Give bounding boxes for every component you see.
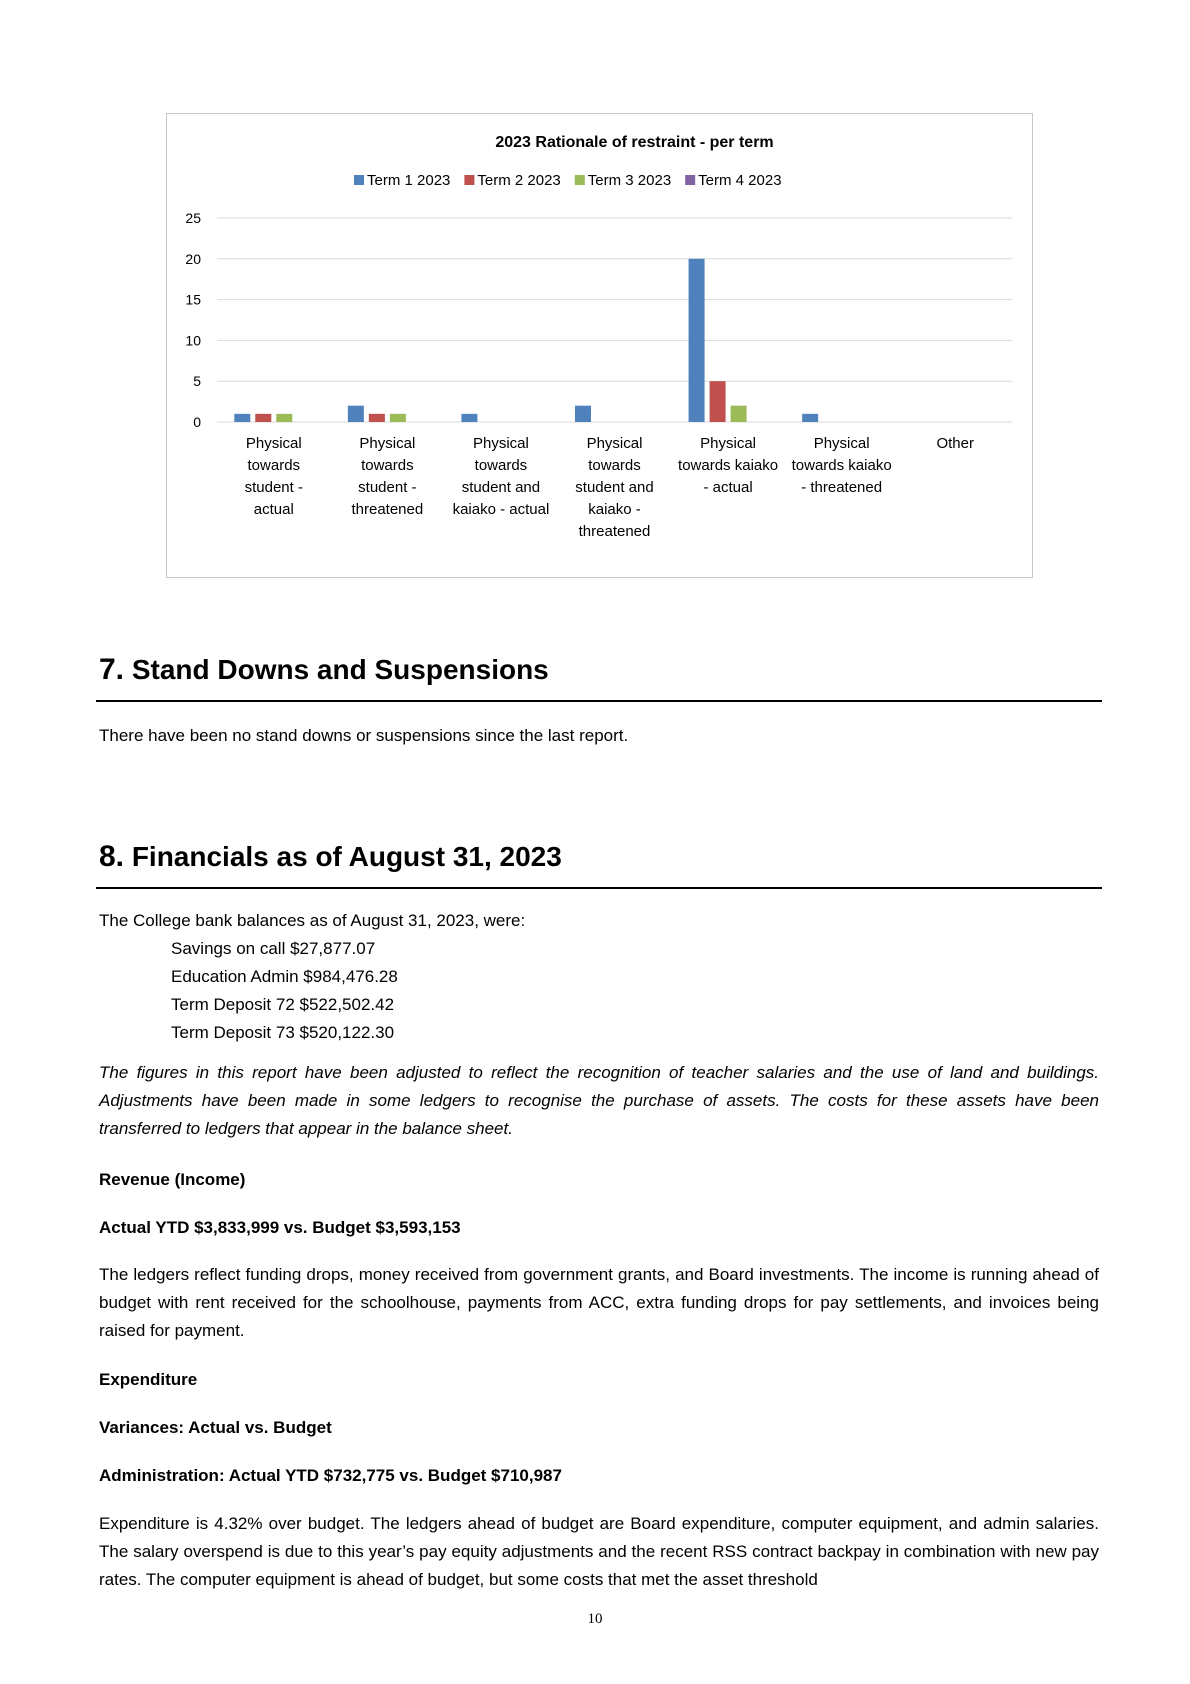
bar — [234, 414, 250, 422]
legend-label: Term 4 2023 — [698, 172, 782, 189]
bar — [390, 414, 406, 422]
bar — [276, 414, 292, 422]
y-tick-label: 25 — [185, 210, 201, 226]
y-tick-label: 10 — [185, 332, 201, 349]
x-category-label: Other — [936, 435, 974, 452]
legend-swatch — [354, 175, 364, 185]
y-tick-label: 20 — [185, 250, 201, 267]
bar — [731, 406, 747, 422]
y-tick-label: 15 — [185, 291, 201, 308]
balance-item: Term Deposit 72 $522,502.42 — [171, 995, 395, 1014]
administration-heading: Administration: Actual YTD $732,775 vs. Budget $710,987 — [99, 1466, 562, 1485]
legend-swatch — [575, 175, 585, 185]
balance-item: Education Admin $984,476.28 — [171, 967, 398, 986]
balance-item: Term Deposit 73 $520,122.30 — [171, 1023, 395, 1042]
chart-title: 2023 Rationale of restraint - per term — [495, 134, 774, 151]
section-7-body: There have been no stand downs or suspensions since the last report. — [99, 726, 629, 745]
x-category-label: Physical towards kaiako - actual — [678, 435, 779, 496]
section-8-rule — [96, 887, 1102, 889]
balance-item: Savings on call $27,877.07 — [171, 939, 376, 958]
legend-swatch — [464, 175, 474, 185]
balances-intro: The College bank balances as of August 31, 2023, were: — [99, 911, 526, 930]
legend-label: Term 2 2023 — [477, 172, 561, 189]
x-category-label: Physical towards student and kaiako - actual — [452, 435, 550, 518]
page-number: 10 — [587, 1611, 603, 1627]
y-tick-label: 0 — [193, 414, 201, 430]
section-7-heading: 7. Stand Downs and Suspensions — [99, 653, 549, 686]
section-8-heading: 8. Financials as of August 31, 2023 — [99, 840, 562, 873]
revenue-actual: Actual YTD $3,833,999 vs. Budget $3,593,153 — [99, 1218, 461, 1237]
revenue-text: The ledgers reflect funding drops, money received from government grants, and Board investments. The income is running ahead of budget with rent received for the schoolhouse, payments from ACC, extra funding drops for pay settlements, and invoices being raised for payment. — [99, 1265, 1099, 1340]
revenue-heading: Revenue (Income) — [99, 1170, 246, 1189]
x-category-label: Physical towards kaiako - threatened — [791, 435, 892, 496]
legend-label: Term 1 2023 — [367, 172, 451, 189]
expenditure-heading: Expenditure — [99, 1370, 198, 1389]
section-7-rule — [96, 700, 1102, 702]
bar — [255, 414, 271, 422]
bar — [575, 406, 591, 422]
legend-swatch — [685, 175, 695, 185]
bar — [461, 414, 477, 422]
x-category-label: Physical towards student -actual — [244, 435, 303, 518]
legend-label: Term 3 2023 — [587, 172, 672, 189]
restraint-chart — [166, 113, 1033, 578]
variances-heading: Variances: Actual vs. Budget — [99, 1418, 332, 1437]
adjustment-note: The figures in this report have been adjusted to reflect the recognition of teacher salaries and the use of land and buildings. Adjustments have been made in some ledgers to recognise the purchase of assets. The costs for these assets have been transferred to ledgers that appear in the balance sheet. — [99, 1063, 1099, 1138]
administration-text: Expenditure is 4.32% over budget. The ledgers ahead of budget are Board expenditure, computer equipment, and admin salaries. The salary overspend is due to this year’s pay equity adjustments and the recent RSS contract backpay in combination with new pay rates. The computer equipment is ahead of budget, but some costs that met the asset threshold — [99, 1514, 1099, 1589]
bar — [689, 259, 705, 422]
x-category-label: Physical towards student -threatened — [351, 435, 424, 518]
x-category-label: Physical towards student and kaiako -threatened — [575, 435, 654, 540]
chart-canvas — [167, 114, 1034, 579]
bar — [348, 406, 364, 422]
bar — [710, 381, 726, 422]
bar — [369, 414, 385, 422]
y-tick-label: 5 — [193, 373, 201, 390]
bar — [802, 414, 818, 422]
